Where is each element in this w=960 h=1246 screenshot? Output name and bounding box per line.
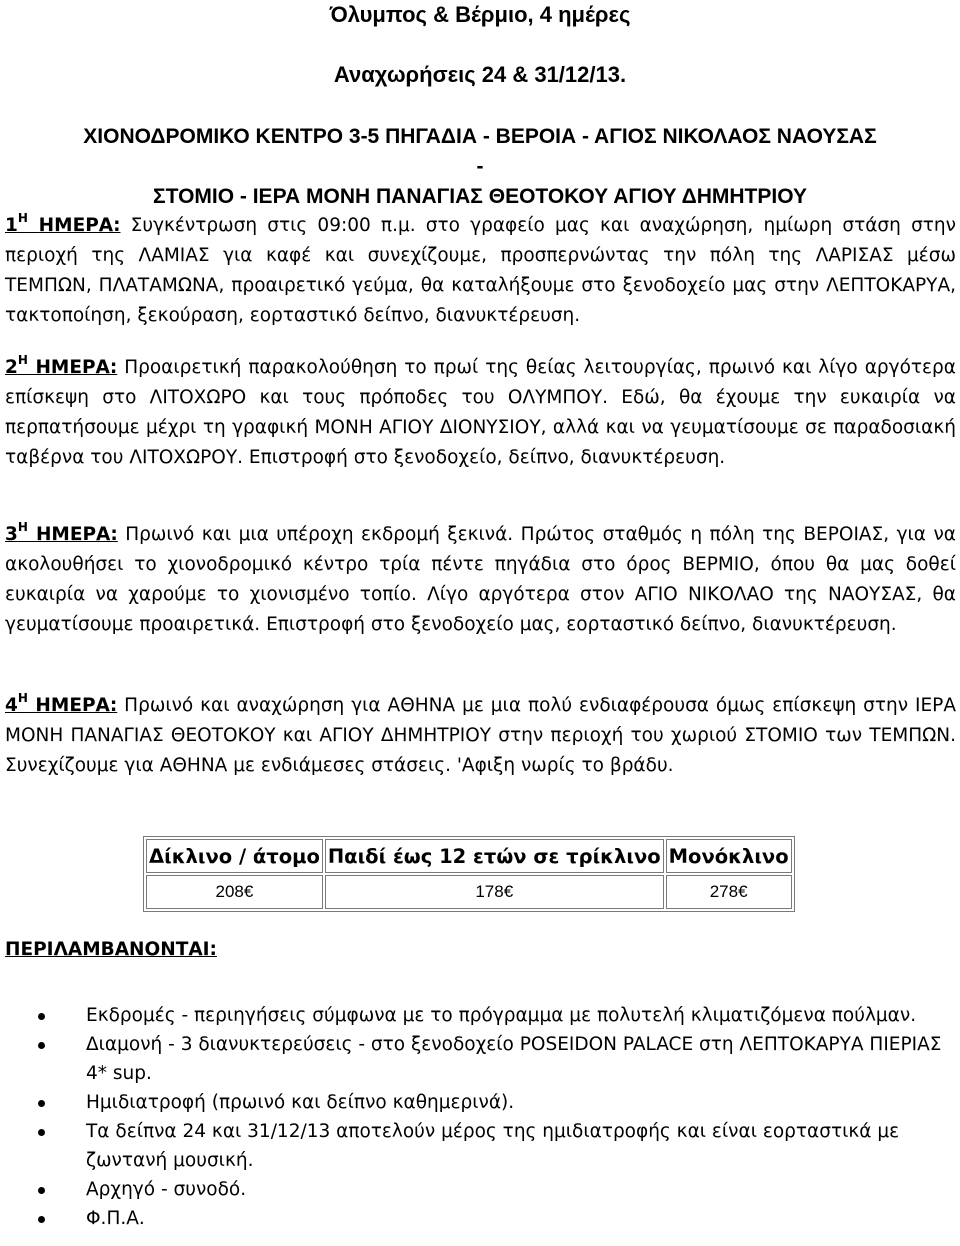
- day-3-paragraph: [5, 512, 956, 640]
- list-item: Αρχηγό - συνοδό.: [0, 1175, 960, 1204]
- price-table: [143, 836, 795, 912]
- price-value-child: 178€: [325, 875, 664, 909]
- day-2-heading: $2^H$ ΗΜΕΡΑ:: [5, 353, 118, 378]
- euro-sign: €: [738, 882, 748, 901]
- list-item: Φ.Π.Α.: [0, 1204, 960, 1233]
- price-header-double: Δίκλινο / άτομο: [146, 839, 323, 873]
- tour-title: Όλυμπος & Βέρμιο, 4 ημέρες: [329, 2, 631, 27]
- price-header-child: Παιδί έως 12 ετών σε τρίκλινο: [325, 839, 664, 873]
- price-header-single: Μονόκλινο: [666, 839, 792, 873]
- bullet-icon: [38, 1216, 45, 1223]
- list-item: Εκδρομές - περιηγήσεις σύμφωνα με το πρόγραμμα με πολυτελή κλιματιζόμενα πούλμαν.: [0, 1001, 960, 1030]
- list-item: Τα δείπνα 24 και 31/12/13 αποτελούν μέρος της ημιδιατροφής και είναι εορταστικά με ζωντανή μουσική.: [0, 1117, 960, 1175]
- price-value-double: 208€: [146, 875, 323, 909]
- bullet-icon: [38, 1042, 45, 1049]
- day-4-text: Πρωινό και αναχώρηση για ΑΘΗΝΑ με μια πολύ ενδιαφέρουσα όμως επίσκεψη στην ΙΕΡΑ ΜΟΝΗ ΠΑΝΑΓΙΑΣ ΘΕΟΤΟΚΟΥ και ΑΓΙΟΥ ΔΗΜΗΤΡΙΟΥ στην περιοχή του χωριού ΣΤΟΜΙΟ των ΤΕΜΠΩΝ. Συνεχίζουμε για ΑΘΗΝΑ με ενδιάμεσες στάσεις. 'Αφιξη νωρίς το βράδυ.: [5, 695, 956, 776]
- euro-sign: €: [243, 882, 254, 901]
- route-line-2: ΣΤΟΜΙΟ - ΙΕΡΑ ΜΟΝΗ ΠΑΝΑΓΙΑΣ ΘΕΟΤΟΚΟΥ ΑΓΙΟΥ ΔΗΜΗΤΡΙΟΥ: [153, 185, 807, 208]
- bullet-icon: [38, 1129, 45, 1136]
- bullet-icon: [38, 1013, 45, 1020]
- list-item: Διαμονή - 3 διανυκτερεύσεις - στο ξενοδοχείο POSEIDON PALACE στη ΛΕΠΤΟΚΑΡΥΑ ΠΙΕΡΙΑΣ 4* sup.: [0, 1030, 960, 1088]
- day-3-text: Πρωινό και μια υπέροχη εκδρομή ξεκινά. Πρώτος σταθμός η πόλη της ΒΕΡΟΙΑΣ, για να ακολουθήσει το χιονοδρομικό κέντρο τρία πέντε πηγάδια στο όρος ΒΕΡΜΙΟ, όπου θα μας δοθεί ευκαιρία να χαρούμε το χιονισμένο τοπίο. Λίγο αργότερα στον ΑΓΙΟ ΝΙΚΟΛΑΟ της ΝΑΟΥΣΑΣ, θα γευματίσουμε προαιρετικά. Επιστροφή στο ξενοδοχείο μας, εορταστικό δείπνο, διανυκτέρευση.: [5, 524, 956, 635]
- departure-dates: Αναχωρήσεις 24 & 31/12/13.: [333, 62, 627, 87]
- day-2-text: Προαιρετική παρακολούθηση το πρωί της θείας λειτουργίας, πρωινό και λίγο αργότερα επίσκεψη στο ΛΙΤΟΧΩΡΟ και τους πρόποδες του ΟΛΥΜΠΟΥ. Εδώ, θα έχουμε την ευκαιρία να περπατήσουμε μέχρι τη γραφική ΜΟΝΗ ΑΓΙΟΥ ΔΙΟΝΥΣΙΟΥ, αλλά και να γευματίσουμε σε παραδοσιακή ταβέρνα του ΛΙΤΟΧΩΡΟΥ. Επιστροφή στο ξενοδοχείο, δείπνο, διανυκτέρευση.: [5, 357, 956, 468]
- day-1-heading: $1^H$ ΗΜΕΡΑ:: [5, 211, 121, 236]
- euro-sign: €: [503, 882, 514, 901]
- day-4-paragraph: [5, 683, 956, 781]
- route-line-1: ΧΙΟΝΟΔΡΟΜΙΚΟ ΚΕΝΤΡΟ 3-5 ΠΗΓΑΔΙΑ - ΒΕΡΟΙΑ - ΑΓΙΟΣ ΝΙΚΟΛΑΟΣ ΝΑΟΥΣΑΣ -: [83, 125, 877, 178]
- day-2-paragraph: [5, 345, 956, 473]
- price-header-row: [146, 839, 792, 873]
- bullet-icon: [38, 1187, 45, 1194]
- price-value-row: [146, 875, 792, 909]
- includes-heading: ΠΕΡΙΛΑΜΒΑΝΟΝΤΑΙ:: [5, 939, 217, 960]
- route-summary: [80, 122, 880, 212]
- day-3-heading: $3^H$ ΗΜΕΡΑ:: [5, 520, 118, 545]
- bullet-icon: [38, 1100, 45, 1107]
- day-1-paragraph: [5, 203, 956, 331]
- price-value-single: 278€: [666, 875, 792, 909]
- list-item: Ημιδιατροφή (πρωινό και δείπνο καθημερινά).: [0, 1088, 960, 1117]
- day-4-heading: $4^H$ ΗΜΕΡΑ:: [5, 691, 118, 716]
- day-1-text: Συγκέντρωση στις 09:00 π.μ. στο γραφείο μας και αναχώρηση, ημίωρη στάση στην περιοχή της ΛΑΜΙΑΣ για καφέ και συνεχίζουμε, προσπερνώντας την πόλη της ΛΑΡΙΣΑΣ μέσω ΤΕΜΠΩΝ, ΠΛΑΤΑΜΩΝΑ, προαιρετικό γεύμα, θα καταλήξουμε στο ξενοδοχείο μας στην ΛΕΠΤΟΚΑΡΥΑ, τακτοποίηση, ξεκούραση, εορταστικό δείπνο, διανυκτέρευση.: [5, 215, 956, 326]
- includes-list: [0, 1001, 960, 1233]
